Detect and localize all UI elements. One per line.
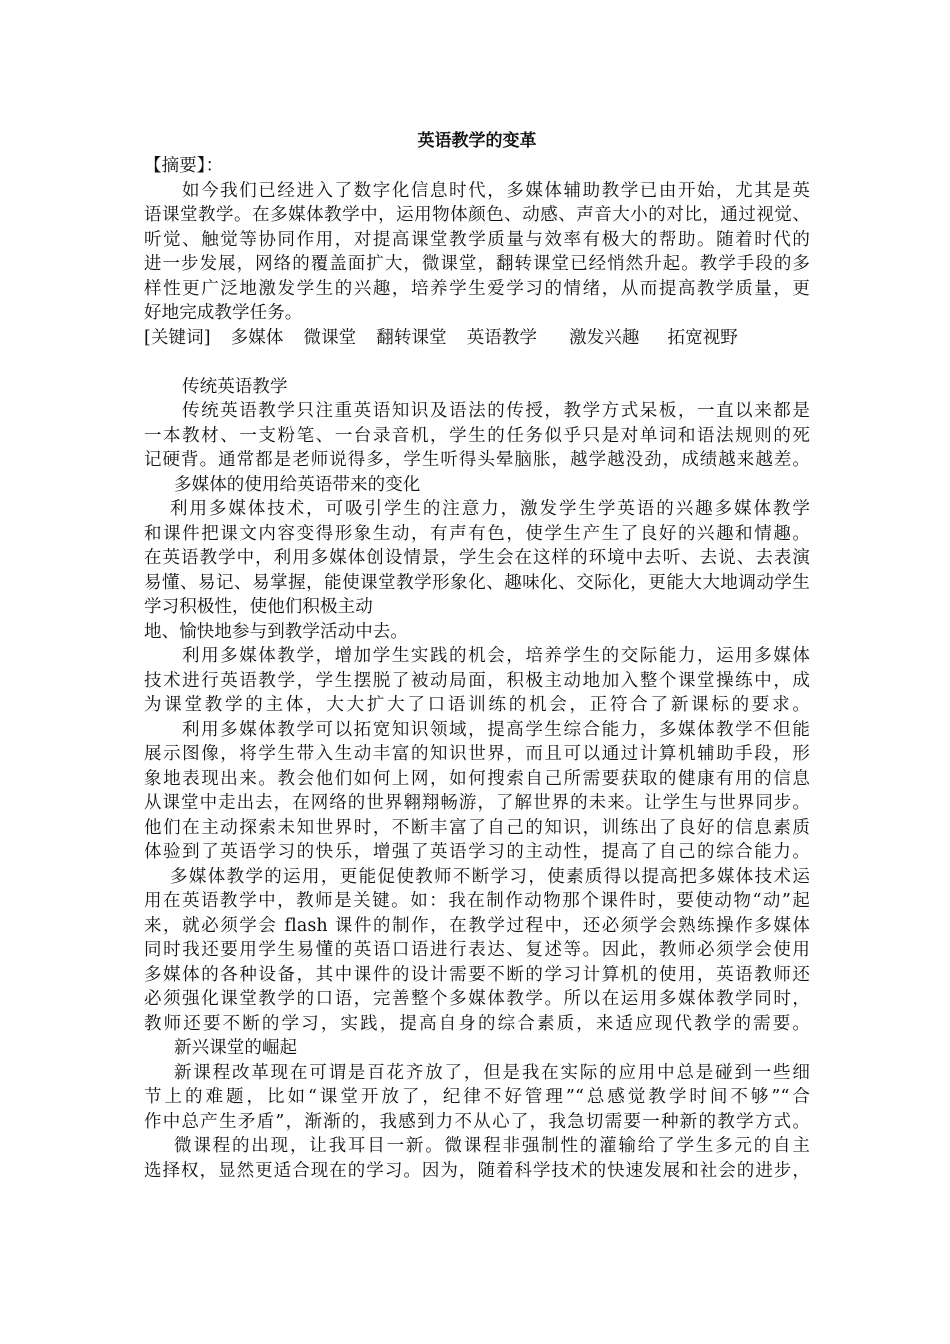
- paragraph-line: 传统英语教学只注重英语知识及语法的传授，教学方式呆板，一直以来都是: [182, 401, 810, 421]
- paragraph-line: 从课堂中走出去，在网络的世界翱翔畅游，了解世界的未来。让学生与世界同步。: [144, 793, 810, 813]
- paragraph-line: 记硬背。通常都是老师说得多，学生听得头晕脑胀，越学越没劲，成绩越来越差。: [144, 450, 810, 470]
- paragraph-line: 教师还要不断的学习，实践，提高自身的综合素质，来适应现代教学的需要。: [144, 1013, 810, 1034]
- paragraph-line: 同时我还要用学生易懂的英语口语进行表达、复述等。因此，教师必须学会使用: [144, 940, 810, 960]
- paragraph-line: 学习积极性，使他们积极主动: [144, 597, 373, 617]
- paragraph-line: 为课堂教学的主体，大大扩大了口语训练的机会，正符合了新课标的要求。: [144, 695, 810, 715]
- keyword: 拓宽视野: [667, 327, 738, 348]
- paragraph-line: 一本教材、一支粉笔、一台录音机，学生的任务似乎只是对单词和语法规则的死: [144, 425, 810, 446]
- document-title: 英语教学的变革: [417, 131, 537, 151]
- paragraph-line: 展示图像，将学生带入生动丰富的知识世界，而且可以通过计算机辅助手段，形: [144, 744, 810, 764]
- blank-line: [144, 350, 810, 375]
- paragraph-line: 利用多媒体教学，增加学生实践的机会，培养学生的交际能力，运用多媒体: [182, 646, 810, 666]
- paragraph-line: 用在英语教学中，教师是关键。如：我在制作动物那个课件时，要使动物“动”起: [144, 891, 810, 911]
- keywords-label: [关键词]: [144, 327, 211, 348]
- paragraph-line: 必须强化课堂教学的口语，完善整个多媒体教学。所以在运用多媒体教学同时，: [144, 989, 810, 1009]
- section-paragraph: [144, 399, 810, 473]
- paragraph-line: 利用多媒体教学可以拓宽知识领域，提高学生综合能力，多媒体教学不但能: [182, 719, 810, 740]
- paragraph-line: 象地表现出来。教会他们如何上网，如何搜索自己所需要获取的健康有用的信息: [144, 768, 810, 789]
- paragraph-line: 在英语教学中，利用多媒体创设情景，学生会在这样的环境中去听、去说、去表演: [144, 548, 810, 568]
- section-heading: 传统英语教学: [182, 376, 288, 397]
- paragraph-line: 选择权，显然更适合现在的学习。因为，随着科学技术的快速发展和社会的进步，: [144, 1160, 810, 1181]
- paragraph-line: 他们在主动探索未知世界时，不断丰富了自己的知识，训练出了良好的信息素质: [144, 817, 810, 838]
- keywords-line: [144, 326, 810, 351]
- section-paragraph: [144, 865, 810, 1037]
- paragraph-line: 易懂、易记、易掌握，能使课堂教学形象化、趣味化、交际化，更能大大地调动学生: [144, 572, 810, 593]
- document-page: [144, 128, 810, 1183]
- paragraph-line: 和课件把课文内容变得形象生动，有声有色，使学生产生了良好的兴趣和情趣。: [144, 523, 810, 544]
- keyword: 英语教学: [466, 327, 538, 348]
- paragraph-line: 作中总产生矛盾”，渐渐的，我感到力不从心了，我急切需要一种新的教学方式。: [144, 1111, 810, 1132]
- abstract-line: 样性更广泛地激发学生的兴趣，培养学生爱学习的情绪，从而提高教学质量，更: [144, 278, 810, 299]
- section-paragraph: [144, 718, 810, 865]
- keyword: 多媒体: [230, 327, 284, 348]
- paragraph-line: 利用多媒体技术，可吸引学生的注意力，激发学生学英语的兴趣多媒体教学: [170, 499, 810, 519]
- abstract-line: 语课堂教学。在多媒体教学中，运用物体颜色、动感、声音大小的对比，通过视觉、: [144, 205, 810, 225]
- keyword: 微课堂: [303, 327, 357, 348]
- abstract-paragraph: [144, 179, 810, 326]
- section-paragraph: [144, 644, 810, 718]
- abstract-line: 听觉、触觉等协同作用，对提高课堂教学质量与效率有极大的帮助。随着时代的: [144, 229, 810, 250]
- paragraph-line: 新课程改革现在可谓是百花齐放了，但是我在实际的应用中总是碰到一些细: [174, 1062, 810, 1083]
- keyword: 翻转课堂: [376, 327, 447, 348]
- section-heading: 新兴课堂的崛起: [174, 1038, 298, 1058]
- abstract-label: 【摘要】：: [144, 156, 224, 176]
- section-paragraph: [144, 1061, 810, 1135]
- abstract-line: 好地完成教学任务。: [144, 303, 303, 323]
- paragraph-line: 技术进行英语教学，学生摆脱了被动局面，积极主动地加入整个课堂操练中，成: [144, 670, 810, 691]
- paragraph-line: 多媒体教学的运用，更能促使教师不断学习，使素质得以提高把多媒体技术运: [170, 866, 810, 887]
- abstract-line: 进一步发展，网络的覆盖面扩大，微课堂，翻转课堂已经悄然升起。教学手段的多: [144, 254, 810, 274]
- abstract-line: 如今我们已经进入了数字化信息时代，多媒体辅助教学已由开始，尤其是英: [182, 180, 810, 201]
- section-paragraph: [144, 497, 810, 644]
- section-heading: 多媒体的使用给英语带来的变化: [174, 474, 421, 495]
- keyword: 激发兴趣: [569, 327, 640, 348]
- paragraph-line: 多媒体的各种设备，其中课件的设计需要不断的学习计算机的使用，英语教师还: [144, 964, 810, 985]
- paragraph-line: 来，就必须学会 flash 课件的制作，在教学过程中，还必须学会熟练操作多媒体: [144, 915, 810, 936]
- paragraph-line: 体验到了英语学习的快乐，增强了英语学习的主动性，提高了自己的综合能力。: [144, 842, 810, 862]
- paragraph-line: 地、愉快地参与到教学活动中去。: [144, 621, 408, 642]
- paragraph-line: 微课程的出现，让我耳目一新。微课程非强制性的灌输给了学生多元的自主: [174, 1136, 810, 1156]
- paragraph-line: 节上的难题，比如“课堂开放了，纪律不好管理”“总感觉教学时间不够”“合: [144, 1087, 810, 1107]
- section-paragraph: [144, 1134, 810, 1183]
